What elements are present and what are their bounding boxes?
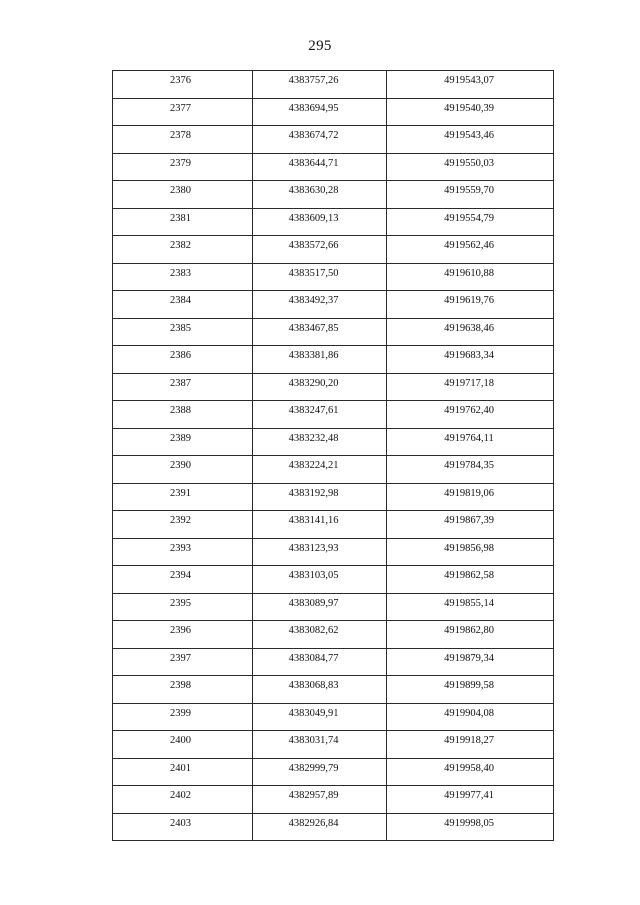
- table-cell-text: 4383082,62: [288, 625, 339, 636]
- point-number-cell: [113, 346, 253, 374]
- table-cell-text: 4383141,16: [288, 515, 339, 526]
- table-cell-text: 2384: [170, 295, 191, 306]
- point-number-cell: [113, 538, 253, 566]
- y-coordinate-cell: [387, 483, 554, 511]
- y-coordinate-cell: [387, 318, 554, 346]
- y-coordinate-cell: [387, 346, 554, 374]
- x-coordinate-cell: [253, 758, 387, 786]
- table-row: [113, 346, 554, 374]
- table-row: [113, 181, 554, 209]
- table-cell-text: 4919638,46: [444, 322, 494, 334]
- y-coordinate-cell: [387, 566, 554, 594]
- page-number: 295: [308, 38, 332, 54]
- x-coordinate-cell: [253, 236, 387, 264]
- table-cell-text: 4919543,46: [444, 130, 494, 141]
- table-cell-text: 4383381,86: [288, 350, 339, 361]
- x-coordinate-cell: [253, 208, 387, 236]
- table-cell-text: 4383031,74: [288, 735, 339, 746]
- table-row: [113, 676, 554, 704]
- table-cell-text: 2381: [170, 212, 191, 224]
- table-row: [113, 236, 554, 264]
- y-coordinate-cell: [387, 456, 554, 484]
- point-number-cell: [113, 566, 253, 594]
- table-row: [113, 126, 554, 154]
- table-cell-text: 4919543,07: [444, 75, 494, 86]
- table-cell-text: 2376: [170, 75, 191, 86]
- x-coordinate-cell: [253, 401, 387, 429]
- table-cell-text: 2394: [170, 570, 191, 581]
- table-cell-text: 2396: [170, 625, 191, 636]
- point-number-cell: [113, 703, 253, 731]
- table-row: [113, 208, 554, 236]
- y-coordinate-cell: [387, 676, 554, 704]
- x-coordinate-cell: [253, 291, 387, 319]
- x-coordinate-cell: [253, 731, 387, 759]
- table-cell-text: 4919867,39: [444, 515, 494, 526]
- y-coordinate-cell: [387, 208, 554, 236]
- table-cell-text: 2383: [170, 267, 191, 279]
- table-cell-text: 4382999,79: [288, 762, 339, 774]
- table-row: [113, 428, 554, 456]
- coordinates-table-body: [113, 71, 554, 841]
- point-number-cell: [113, 483, 253, 511]
- table-row: [113, 291, 554, 319]
- point-number-cell: [113, 786, 253, 814]
- table-cell-text: 2402: [170, 790, 191, 801]
- table-row: [113, 648, 554, 676]
- table-cell-text: 2403: [170, 817, 191, 829]
- point-number-cell: [113, 621, 253, 649]
- x-coordinate-cell: [253, 71, 387, 99]
- y-coordinate-cell: [387, 153, 554, 181]
- x-coordinate-cell: [253, 511, 387, 539]
- table-cell-text: 4383089,97: [288, 597, 339, 609]
- table-cell-text: 4919619,76: [444, 295, 494, 306]
- table-cell-text: 4383630,28: [288, 185, 339, 196]
- table-cell-text: 2397: [170, 652, 191, 664]
- table-row: [113, 401, 554, 429]
- table-cell-text: 4919554,79: [444, 212, 494, 224]
- table-cell-text: 4919879,34: [444, 652, 494, 664]
- point-number-cell: [113, 318, 253, 346]
- table-cell-text: 2382: [170, 240, 191, 251]
- table-cell-text: 4383049,91: [288, 707, 339, 719]
- table-cell-text: 4919819,06: [444, 487, 494, 499]
- table-cell-text: 2392: [170, 515, 191, 526]
- table-cell-text: 4382957,89: [288, 790, 339, 801]
- table-row: [113, 621, 554, 649]
- table-cell-text: 2401: [170, 762, 191, 774]
- y-coordinate-cell: [387, 263, 554, 291]
- y-coordinate-cell: [387, 593, 554, 621]
- table-cell-text: 4383572,66: [288, 240, 339, 251]
- table-cell-text: 4919550,03: [444, 157, 494, 169]
- table-cell-text: 4919856,98: [444, 542, 494, 554]
- y-coordinate-cell: [387, 236, 554, 264]
- table-cell-text: 4919918,27: [444, 735, 494, 746]
- point-number-cell: [113, 208, 253, 236]
- table-cell-text: 4919559,70: [444, 185, 494, 196]
- x-coordinate-cell: [253, 593, 387, 621]
- x-coordinate-cell: [253, 263, 387, 291]
- table-cell-text: 2393: [170, 542, 191, 554]
- table-cell-text: 4919683,34: [444, 350, 494, 361]
- point-number-cell: [113, 676, 253, 704]
- point-number-cell: [113, 401, 253, 429]
- x-coordinate-cell: [253, 676, 387, 704]
- y-coordinate-cell: [387, 511, 554, 539]
- y-coordinate-cell: [387, 401, 554, 429]
- table-cell-text: 2377: [170, 102, 191, 114]
- table-cell-text: 2379: [170, 157, 191, 169]
- x-coordinate-cell: [253, 648, 387, 676]
- table-cell-text: 4383290,20: [288, 377, 339, 389]
- table-cell-text: 4919958,40: [444, 762, 494, 774]
- y-coordinate-cell: [387, 98, 554, 126]
- table-cell-text: 4383467,85: [288, 322, 339, 334]
- point-number-cell: [113, 291, 253, 319]
- y-coordinate-cell: [387, 126, 554, 154]
- table-row: [113, 593, 554, 621]
- y-coordinate-cell: [387, 703, 554, 731]
- table-cell-text: 2380: [170, 185, 191, 196]
- table-cell-text: 2398: [170, 680, 191, 691]
- y-coordinate-cell: [387, 291, 554, 319]
- table-row: [113, 98, 554, 126]
- table-row: [113, 538, 554, 566]
- x-coordinate-cell: [253, 318, 387, 346]
- x-coordinate-cell: [253, 538, 387, 566]
- table-cell-text: 2389: [170, 432, 191, 444]
- y-coordinate-cell: [387, 428, 554, 456]
- table-row: [113, 731, 554, 759]
- y-coordinate-cell: [387, 71, 554, 99]
- table-cell-text: 4383517,50: [288, 267, 339, 279]
- table-cell-text: 4919904,08: [444, 707, 494, 719]
- point-number-cell: [113, 98, 253, 126]
- table-cell-text: 4919784,35: [444, 460, 494, 471]
- table-row: [113, 263, 554, 291]
- point-number-cell: [113, 153, 253, 181]
- x-coordinate-cell: [253, 566, 387, 594]
- table-cell-text: 4919862,58: [444, 570, 494, 581]
- x-coordinate-cell: [253, 456, 387, 484]
- x-coordinate-cell: [253, 483, 387, 511]
- table-row: [113, 703, 554, 731]
- x-coordinate-cell: [253, 346, 387, 374]
- table-cell-text: 4919977,41: [444, 790, 494, 801]
- table-cell-text: 4383694,95: [288, 102, 339, 114]
- point-number-cell: [113, 758, 253, 786]
- point-number-cell: [113, 456, 253, 484]
- coordinates-table: [112, 70, 554, 841]
- table-cell-text: 4383609,13: [288, 212, 339, 224]
- table-row: [113, 511, 554, 539]
- point-number-cell: [113, 648, 253, 676]
- table-cell-text: 2399: [170, 707, 191, 719]
- table-cell-text: 4383492,37: [288, 295, 339, 306]
- x-coordinate-cell: [253, 703, 387, 731]
- y-coordinate-cell: [387, 813, 554, 841]
- table-cell-text: 2385: [170, 322, 191, 334]
- table-cell-text: 4919998,05: [444, 817, 494, 829]
- point-number-cell: [113, 428, 253, 456]
- table-cell-text: 2387: [170, 377, 191, 389]
- table-cell-text: 4919862,80: [444, 625, 494, 636]
- table-cell-text: 4383192,98: [288, 487, 339, 499]
- table-row: [113, 456, 554, 484]
- point-number-cell: [113, 236, 253, 264]
- y-coordinate-cell: [387, 621, 554, 649]
- table-cell-text: 4919610,88: [444, 267, 494, 279]
- table-cell-text: 2391: [170, 487, 191, 499]
- x-coordinate-cell: [253, 786, 387, 814]
- table-cell-text: 4383084,77: [288, 652, 339, 664]
- table-cell-text: 2388: [170, 405, 191, 416]
- y-coordinate-cell: [387, 181, 554, 209]
- point-number-cell: [113, 511, 253, 539]
- x-coordinate-cell: [253, 153, 387, 181]
- table-row: [113, 318, 554, 346]
- table-cell-text: 2395: [170, 597, 191, 609]
- table-cell-text: 2390: [170, 460, 191, 471]
- x-coordinate-cell: [253, 373, 387, 401]
- table-cell-text: 4383644,71: [288, 157, 339, 169]
- table-cell-text: 4919764,11: [444, 432, 494, 444]
- point-number-cell: [113, 71, 253, 99]
- table-cell-text: 2386: [170, 350, 191, 361]
- table-cell-text: 4383103,05: [288, 570, 339, 581]
- table-row: [113, 566, 554, 594]
- table-cell-text: 4383224,21: [288, 460, 339, 471]
- table-row: [113, 373, 554, 401]
- y-coordinate-cell: [387, 538, 554, 566]
- y-coordinate-cell: [387, 373, 554, 401]
- table-row: [113, 153, 554, 181]
- y-coordinate-cell: [387, 731, 554, 759]
- x-coordinate-cell: [253, 621, 387, 649]
- table-cell-text: 4383068,83: [288, 680, 339, 691]
- x-coordinate-cell: [253, 126, 387, 154]
- x-coordinate-cell: [253, 98, 387, 126]
- point-number-cell: [113, 181, 253, 209]
- x-coordinate-cell: [253, 428, 387, 456]
- y-coordinate-cell: [387, 648, 554, 676]
- point-number-cell: [113, 263, 253, 291]
- table-cell-text: 4383247,61: [288, 405, 339, 416]
- table-cell-text: 4919562,46: [444, 240, 494, 251]
- y-coordinate-cell: [387, 786, 554, 814]
- table-cell-text: 4919717,18: [444, 377, 494, 389]
- table-cell-text: 4383674,72: [288, 130, 339, 141]
- point-number-cell: [113, 126, 253, 154]
- table-cell-text: 4919540,39: [444, 102, 494, 114]
- x-coordinate-cell: [253, 181, 387, 209]
- point-number-cell: [113, 373, 253, 401]
- table-cell-text: 4919855,14: [444, 597, 494, 609]
- table-cell-text: 4382926,84: [288, 817, 339, 829]
- point-number-cell: [113, 813, 253, 841]
- y-coordinate-cell: [387, 758, 554, 786]
- table-row: [113, 813, 554, 841]
- point-number-cell: [113, 593, 253, 621]
- table-cell-text: 4383757,26: [288, 75, 339, 86]
- table-row: [113, 71, 554, 99]
- table-cell-text: 2400: [170, 735, 191, 746]
- table-cell-text: 4383123,93: [288, 542, 339, 554]
- table-row: [113, 786, 554, 814]
- table-row: [113, 758, 554, 786]
- point-number-cell: [113, 731, 253, 759]
- table-cell-text: 4919762,40: [444, 405, 494, 416]
- table-cell-text: 4919899,58: [444, 680, 494, 691]
- table-cell-text: 4383232,48: [288, 432, 339, 444]
- table-row: [113, 483, 554, 511]
- x-coordinate-cell: [253, 813, 387, 841]
- table-cell-text: 2378: [170, 130, 191, 141]
